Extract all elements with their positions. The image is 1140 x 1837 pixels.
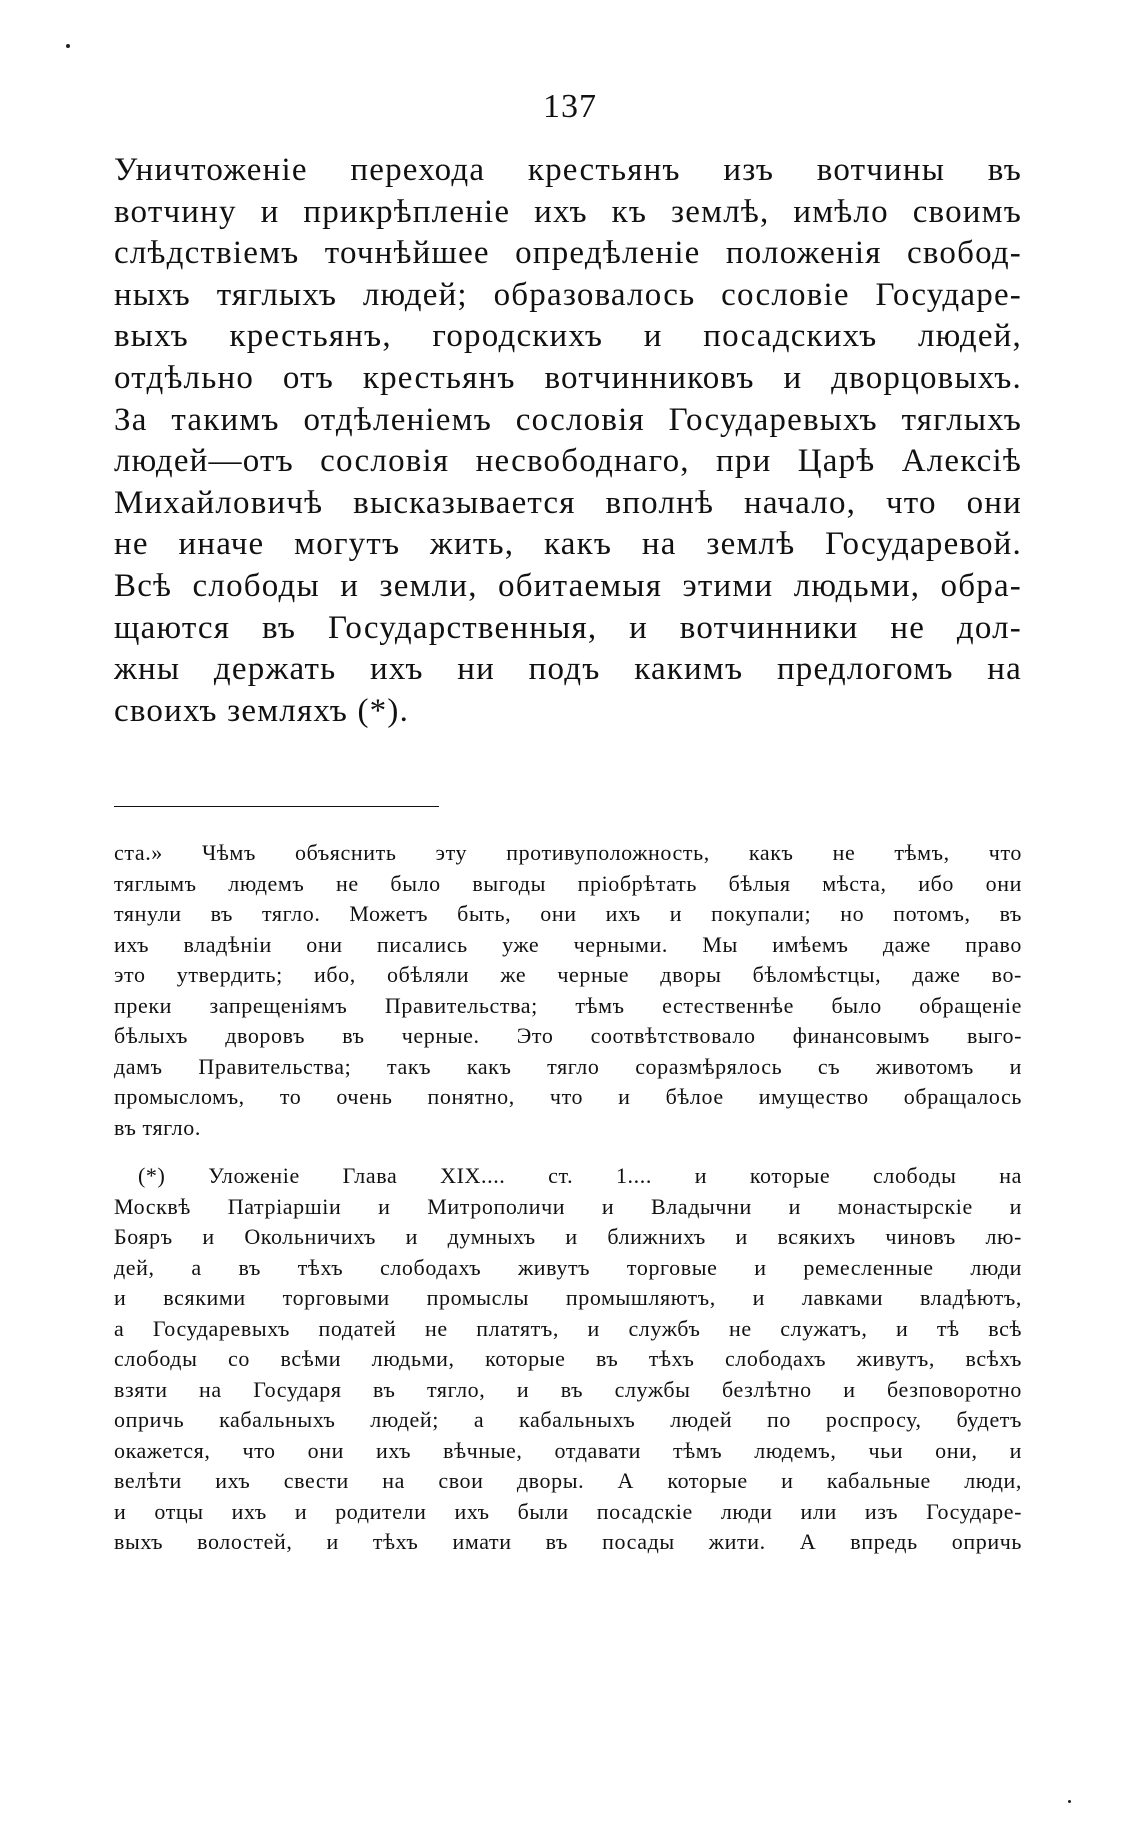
footnote-line: дамъ Правительства; такъ какъ тягло соразмѣрялось съ животомъ и	[114, 1053, 1022, 1079]
main-text-line: отдѣльно отъ крестьянъ вотчинниковъ и дворцовыхъ.	[114, 359, 1022, 396]
footnote-line: промысломъ, то очень понятно, что и бѣлое имущество обращалось	[114, 1084, 1022, 1109]
main-text-line: Михайловичѣ высказывается вполнѣ начало, что они	[114, 484, 1022, 521]
main-text-line: ныхъ тяглыхъ людей; образовалось сословіе Государе-	[114, 276, 1022, 313]
main-text-line: Всѣ слободы и земли, обитаемыя этими людьми, обра-	[114, 567, 1022, 604]
main-text-line: выхъ крестьянъ, городскихъ и посадскихъ людей,	[114, 318, 1022, 355]
main-text-line: своихъ земляхъ (*).	[114, 692, 410, 729]
footnote-line: въ тягло.	[114, 1114, 201, 1140]
footnote-line: и отцы ихъ и родители ихъ были посадскіе люди или изъ Государе-	[114, 1498, 1022, 1524]
main-text-line: слѣдствіемъ точнѣйшее опредѣленіе положенія свобод-	[114, 235, 1022, 272]
footnote-line: дей, а въ тѣхъ слободахъ живутъ торговые и ремесленные люди	[114, 1254, 1022, 1280]
footnote-line: тянули въ тягло. Можетъ быть, они ихъ и покупали; но потомъ, въ	[114, 901, 1022, 926]
main-paragraph	[114, 150, 1022, 732]
margin-speck-bottom	[1068, 1800, 1071, 1803]
main-text-line: вотчину и прикрѣпленіе ихъ къ землѣ, имѣло своимъ	[114, 193, 1022, 230]
footnote-continued	[114, 838, 1022, 1143]
footnote-line: Москвѣ Патріаршіи и Митрополичи и Владычни и монастырскіе и	[114, 1193, 1022, 1219]
footnote-line: взяти на Государя въ тягло, и въ службы безлѣтно и безповоротно	[114, 1376, 1022, 1402]
footnote-line: тяглымъ людемъ не было выгоды пріобрѣтать бѣлыя мѣста, ибо они	[114, 870, 1022, 896]
footnote-line: а Государевыхъ податей не платятъ, и службъ не служатъ, и тѣ всѣ	[114, 1315, 1022, 1341]
footnote-line: и всякими торговыми промыслы промышляютъ, и лавками владѣютъ,	[114, 1285, 1022, 1310]
main-text-line: жны держать ихъ ни подъ какимъ предлогомъ на	[114, 651, 1022, 688]
footnote-asterisk	[114, 1161, 1022, 1558]
footnote-line: это утвердить; ибо, обѣляли же черные дворы бѣломѣстцы, даже во-	[114, 962, 1022, 987]
main-text-line: щаются въ Государственныя, и вотчинники не дол-	[114, 609, 1022, 646]
footnote-line: опричь кабальныхъ людей; а кабальныхъ людей по роспросу, будетъ	[114, 1407, 1022, 1432]
footnote-spacer	[114, 1143, 1022, 1161]
footnote-separator	[114, 806, 439, 807]
footnote-line: выхъ волостей, и тѣхъ имати въ посады жити. А впредь опричь	[114, 1529, 1022, 1554]
footnote-line: преки запрещеніямъ Правительства; тѣмъ естественнѣе было обращеніе	[114, 992, 1022, 1018]
footnote-line: ста.» Чѣмъ объяснить эту противуположность, какъ не тѣмъ, что	[114, 840, 1022, 865]
footnote-line: Бояръ и Окольничихъ и думныхъ и ближнихъ и всякихъ чиновъ лю-	[114, 1224, 1022, 1249]
footnotes	[114, 838, 1022, 1558]
footnote-line: окажется, что они ихъ вѣчные, отдавати тѣмъ людемъ, чьи они, и	[114, 1437, 1022, 1463]
margin-speck-top	[66, 44, 70, 48]
footnote-line: велѣти ихъ свести на свои дворы. А которые и кабальные люди,	[114, 1468, 1022, 1493]
footnote-line: (*) Уложеніе Глава XIX.... ст. 1.... и которые слободы на	[138, 1163, 1022, 1188]
main-text-line: Уничтоженіе перехода крестьянъ изъ вотчины въ	[114, 152, 1022, 188]
main-text-line: не иначе могутъ жить, какъ на землѣ Государевой.	[114, 526, 1022, 563]
footnote-line: слободы со всѣми людьми, которые въ тѣхъ слободахъ живутъ, всѣхъ	[114, 1346, 1022, 1371]
main-text-line: За такимъ отдѣленіемъ сословія Государевыхъ тяглыхъ	[114, 401, 1022, 438]
main-text-line: людей—отъ сословія несвободнаго, при Царѣ Алексіѣ	[114, 443, 1022, 480]
footnote-line: бѣлыхъ дворовъ въ черные. Это соотвѣтствовало финансовымъ выго-	[114, 1023, 1022, 1048]
page-number: 137	[543, 88, 597, 125]
footnote-line: ихъ владѣніи они писались уже черными. Мы имѣемъ даже право	[114, 931, 1022, 957]
